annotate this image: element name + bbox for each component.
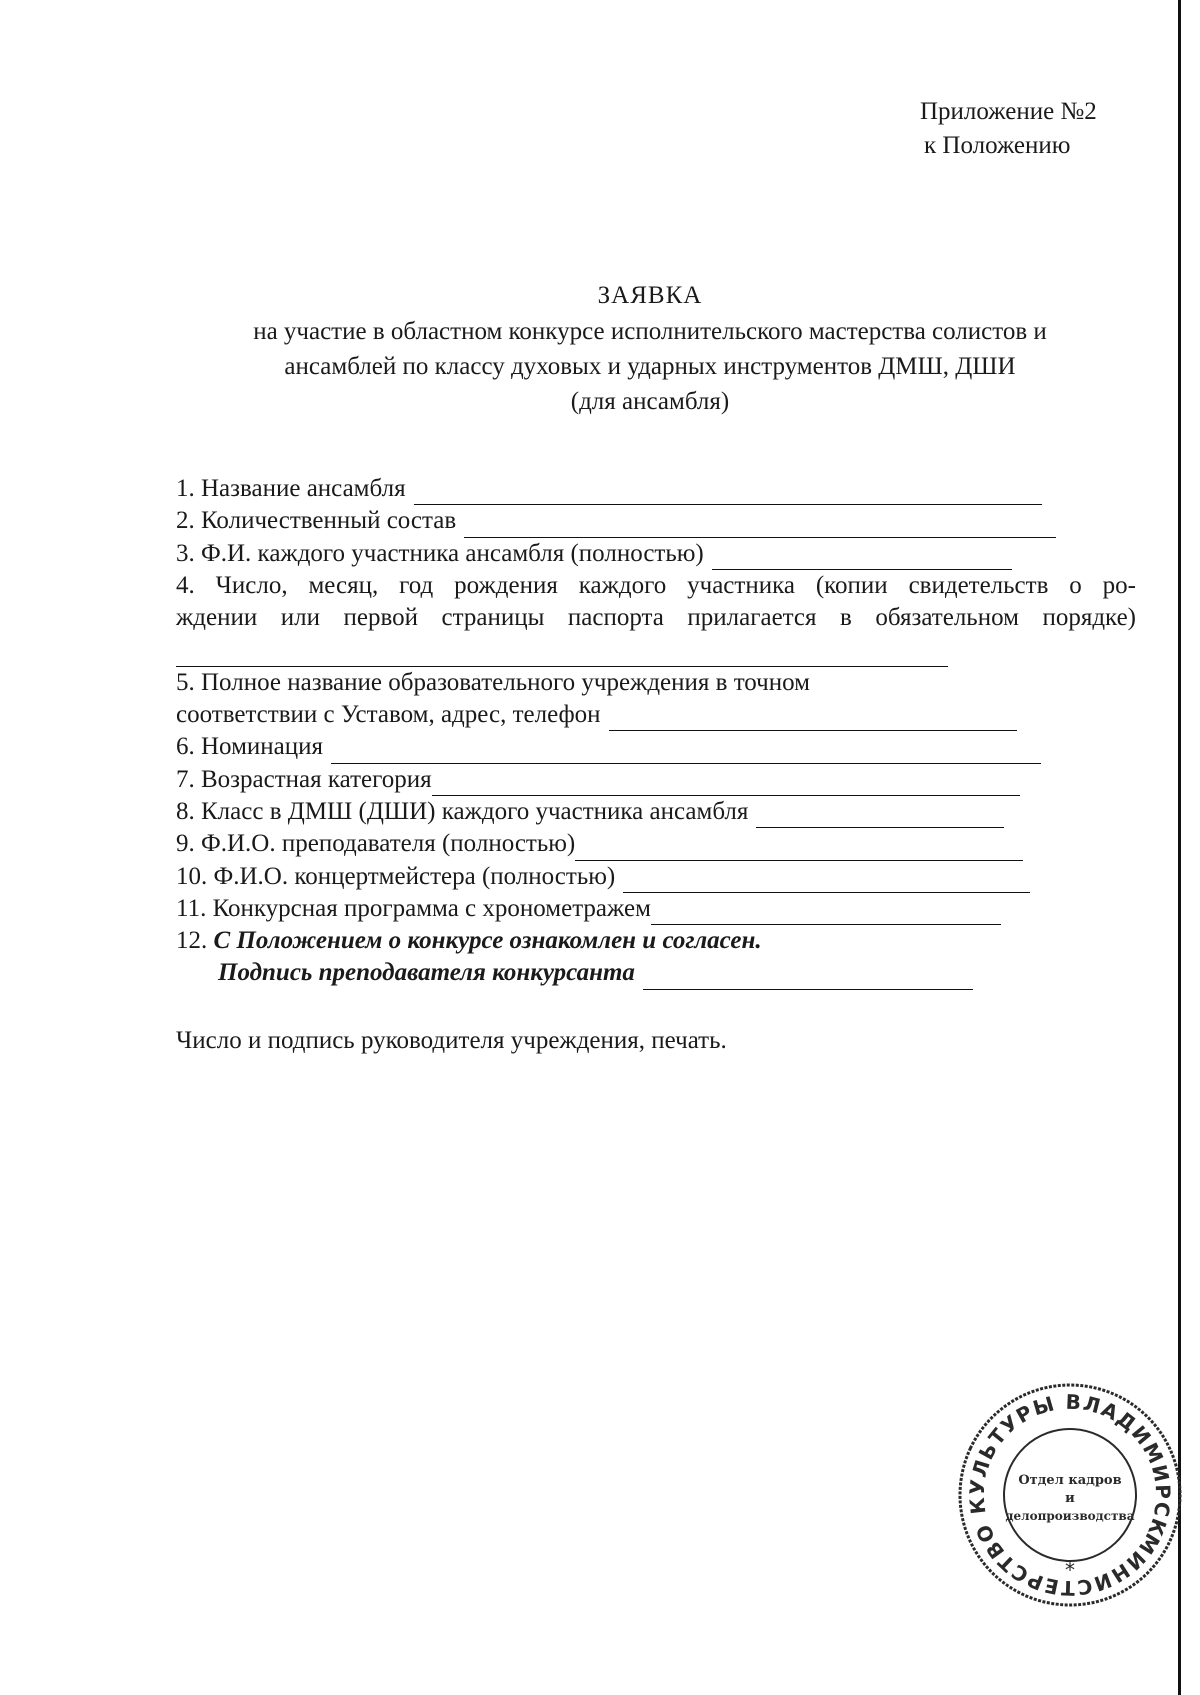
item-label: 2. Количественный состав [176,507,457,535]
nomination-field[interactable] [331,739,1041,764]
document-title: ЗАЯВКА [597,282,703,309]
title-line-2: ансамблей по классу духовых и ударных инструментов ДМШ, ДШИ [284,353,1016,380]
age-category-field[interactable] [432,771,1020,796]
stamp-inner-line-1: Отдел кадров [1018,1473,1122,1488]
item-label: 6. Номинация [176,733,324,761]
item-number: 12. [176,927,208,955]
item-label: 9. Ф.И.О. преподавателя (полностью) [176,830,576,858]
form-row-agreement [176,925,1136,957]
signature-label: Подпись преподавателя конкурсанта [218,959,635,987]
document-title-block [150,278,1150,419]
form-row-ensemble-name [176,473,1136,505]
item-label: 3. Ф.И. каждого участника ансамбля (полностью) [176,539,704,567]
title-line-3: (для ансамбля) [570,388,730,415]
item-label: 1. Название ансамбля [176,475,406,502]
stamp-inner-line-3: делопроизводства [1005,1509,1135,1523]
birthdates-field[interactable] [176,644,948,667]
composition-field[interactable] [464,513,1056,538]
participants-field[interactable] [712,545,1012,570]
institution-field[interactable] [609,706,1017,731]
form-row-composition [176,505,1136,537]
appendix-number: Приложение №2 [920,98,1097,125]
form-row-birthdates-2: ждении или первой страницы паспорта прилагается в обязательном порядке) [176,604,1136,632]
form-row-institution-1 [176,667,1136,699]
official-stamp [956,1381,1184,1609]
item-label: 11. Конкурсная программа с хронометражем [176,894,651,922]
item-label: соответствии с Уставом, адрес, телефон [176,701,601,729]
application-form [176,473,1136,990]
ensemble-name-field[interactable] [414,480,1042,505]
item-label: 5. Полное название образовательного учреждения в точном [176,668,810,696]
form-row-class [176,796,1136,828]
teacher-signature-field[interactable] [643,965,973,990]
item-label: 7. Возрастная категория [176,765,432,793]
form-row-birthdates-line [176,634,1136,666]
appendix-note [920,95,1097,163]
form-row-teacher [176,828,1136,860]
form-row-participants [176,538,1136,570]
appendix-reference: к Положению [924,132,1071,159]
item-label: 8. Класс в ДМШ (ДШИ) каждого участника ансамбля [176,797,749,825]
title-line-1: на участие в областном конкурсе исполнительского мастерства солистов и [253,318,1047,345]
form-row-accompanist [176,861,1136,893]
teacher-field[interactable] [575,836,1023,861]
footer-note: Число и подпись руководителя учреждения, печать. [176,1027,727,1054]
form-row-program [176,893,1136,925]
agreement-text: С Положением о конкурсе ознакомлен и согласен. [213,927,762,955]
program-field[interactable] [651,900,1001,925]
form-row-nomination [176,731,1136,763]
stamp-star: * [1065,1558,1075,1582]
stamp-inner-line-2: и [1065,1491,1075,1506]
form-row-age-category [176,764,1136,796]
form-row-institution-2 [176,699,1136,731]
item-label: 10. Ф.И.О. концертмейстера (полностью) [176,862,616,890]
form-row-signature [176,957,1136,989]
stamp-ring-text: МИНИСТЕРСТВО КУЛЬТУРЫ ВЛАДИМИРСКОЙ [964,1389,1176,1601]
class-field[interactable] [756,803,1004,828]
accompanist-field[interactable] [623,868,1030,893]
form-row-birthdates-1: 4. Число, месяц, год рождения каждого участника (копии свидетельств о ро- [176,571,1136,599]
